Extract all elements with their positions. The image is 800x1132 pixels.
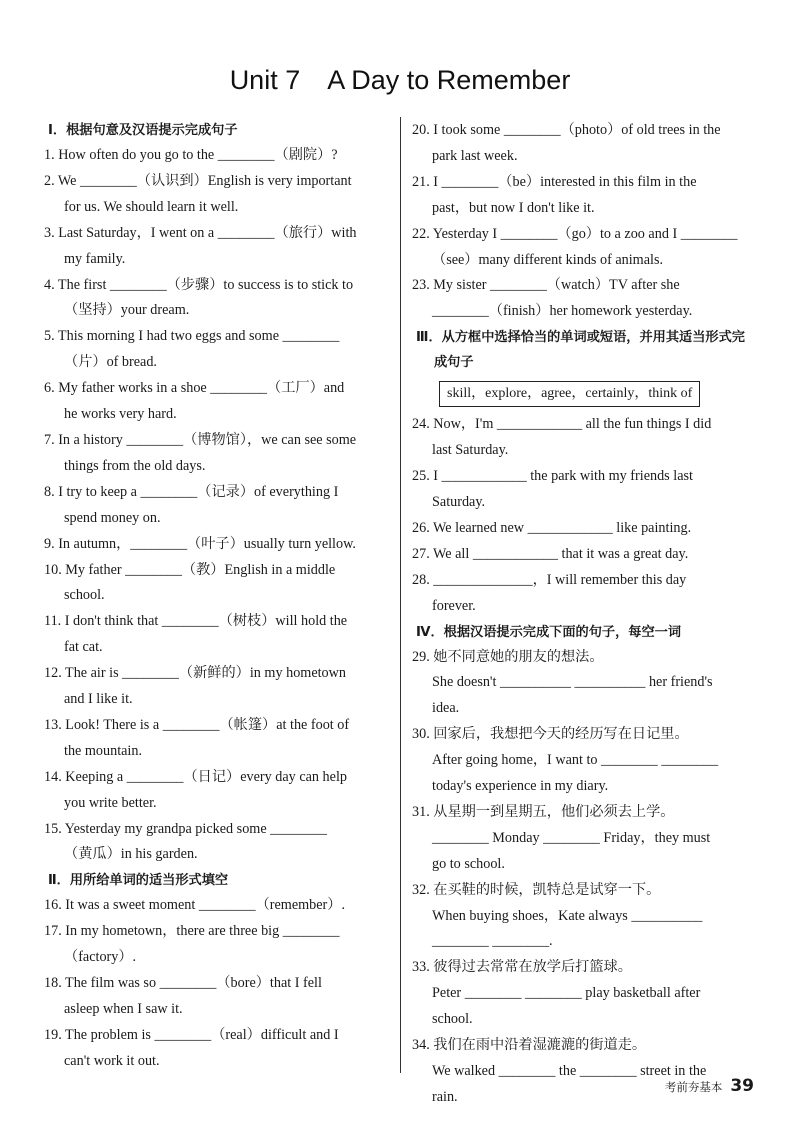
question-text: 30. 回家后，我想把今天的经历写在日记里。 [412,726,689,743]
question-first-line [412,170,758,196]
question-28 [412,568,758,620]
question-text: 8. I try to keep a ________（记录）of everything I [44,483,339,500]
question-31 [412,800,758,878]
question-continuation: fat cat. [64,639,103,656]
question-continuation: Peter ________ ________ play basketball after [432,985,701,1002]
question-20 [412,118,758,170]
question-26 [412,516,758,542]
question-continuation: things from the old days. [64,457,206,474]
question-21 [412,170,758,222]
page-title: Unit 7 A Day to Remember [229,65,571,95]
question-first-line [44,765,396,791]
question-continuation: ________（finish）her homework yesterday. [432,303,693,320]
question-text: 32. 在买鞋的时候，凯特总是试穿一下。 [412,881,661,898]
question-continuation: the mountain. [64,742,143,759]
question-first-line [44,169,396,195]
question-text: 15. Yesterday my grandpa picked some ________ [44,820,327,837]
question-text: 1. How often do you go to the ________（剧院）? [44,147,338,163]
question-text: 9. In autumn，________（叶子）usually turn yellow. [44,535,356,552]
question-24 [412,412,758,464]
question-text: 23. My sister ________（watch）TV after she [412,277,680,294]
question-1 [44,143,396,169]
question-18 [44,971,396,1023]
question-continuation: today's experience in my diary. [432,778,609,795]
question-23 [412,273,758,325]
question-first-line [44,971,396,997]
question-continuation: past，but now I don't like it. [432,199,595,216]
question-text: 10. My father ________（教）English in a middle [44,561,336,578]
section-heading: Ⅲ．从方框中选择恰当的单词或短语，并用其适当形式完成句子 [416,330,745,371]
question-29 [412,645,758,723]
question-continuation: can't work it out. [64,1052,160,1069]
question-text: 22. Yesterday I ________（go）to a zoo and I ________ [412,225,738,242]
question-first-line [412,273,758,299]
question-3 [44,221,396,273]
question-first-line [412,516,758,542]
question-text: 33. 彼得过去常常在放学后打篮球。 [412,959,632,976]
question-first-line [412,878,758,904]
question-6 [44,376,396,428]
question-first-line [44,817,396,843]
question-first-line [44,661,396,687]
question-first-line [44,376,396,402]
question-first-line [44,893,396,919]
question-continuation: and I like it. [64,691,133,708]
question-first-line [412,464,758,490]
question-text: 14. Keeping a ________（日记）every day can help [44,768,347,785]
question-continuation: ________ ________. [432,933,553,950]
question-8 [44,480,396,532]
question-text: 17. In my hometown，there are three big ________ [44,923,340,940]
question-27 [412,542,758,568]
question-first-line [44,480,396,506]
question-first-line [412,118,758,144]
question-continuation: school. [64,587,105,604]
question-15 [44,817,396,869]
left-column [44,118,396,1073]
question-text: 28. ______________，I will remember this day [412,571,687,588]
question-text: 13. Look! There is a ________（帐篷）at the foot of [44,716,350,733]
question-first-line [44,324,396,350]
question-continuation: spend money on. [64,509,161,526]
word-box: skill，explore，agree，certainly，think of [439,381,700,407]
question-first-line [412,955,758,981]
question-12 [44,661,396,713]
question-text: 2. We ________（认识到）English is very important [44,172,352,189]
question-32 [412,878,758,956]
footer-label: 考前夯基本 [664,1080,723,1094]
question-text: 5. This morning I had two eggs and some ________ [44,328,340,345]
question-continuation: （片）of bread. [64,354,157,371]
question-text: 12. The air is ________（新鲜的）in my hometown [44,665,346,682]
question-14 [44,765,396,817]
column-divider [400,117,401,1073]
question-continuation: my family. [64,250,126,267]
question-continuation: he works very hard. [64,406,177,423]
question-4 [44,273,396,325]
question-first-line [412,645,758,671]
question-continuation: you write better. [64,794,157,811]
question-continuation: park last week. [432,147,518,164]
question-text: 3. Last Saturday，I went on a ________（旅行）with [44,224,357,241]
question-33 [412,955,758,1033]
section-heading: Ⅳ．根据汉语提示完成下面的句子，每空一词 [416,624,682,640]
question-text: 19. The problem is ________（real）difficult and I [44,1026,339,1043]
question-first-line [412,722,758,748]
question-continuation: asleep when I saw it. [64,1001,183,1017]
question-continuation: for us. We should learn it well. [64,198,239,215]
question-text: 27. We all ____________ that it was a great day. [412,545,689,562]
question-text: 25. I ____________ the park with my friends last [412,468,693,485]
question-first-line [412,542,758,568]
question-first-line [412,800,758,826]
question-first-line [44,143,396,169]
question-7 [44,428,396,480]
question-continuation: idea. [432,700,460,717]
question-19 [44,1023,396,1075]
question-continuation: ________ Monday ________ Friday，they must [432,829,711,846]
question-continuation: When buying shoes，Kate always __________ [432,907,703,924]
question-continuation: （黄瓜）in his garden. [64,846,198,863]
question-first-line [44,713,396,739]
question-text: 21. I ________（be）interested in this film in the [412,173,697,190]
page-number: 39 [730,1076,754,1096]
question-first-line [44,428,396,454]
question-text: 11. I don't think that ________（树枝）will hold the [44,613,348,630]
question-continuation: （see）many different kinds of animals. [432,251,664,268]
question-17 [44,919,396,971]
question-first-line [44,532,396,558]
question-first-line [44,609,396,635]
question-text: 16. It was a sweet moment ________（remember）. [44,897,346,914]
question-first-line [412,412,758,438]
question-continuation: last Saturday. [432,442,509,459]
question-first-line [44,273,396,299]
question-first-line [412,222,758,248]
question-13 [44,713,396,765]
question-9 [44,532,396,558]
question-continuation: （坚持）your dream. [64,302,190,319]
question-first-line [44,919,396,945]
question-continuation: school. [432,1011,473,1028]
question-25 [412,464,758,516]
question-34 [412,1033,758,1111]
question-first-line [412,568,758,594]
section-heading: Ⅱ．用所给单词的适当形式填空 [48,873,229,889]
question-text: 20. I took some ________（photo）of old trees in the [412,122,721,138]
question-text: 29. 她不同意她的朋友的想法。 [412,648,604,665]
question-16 [44,893,396,919]
question-first-line [44,558,396,584]
page-footer [665,1076,754,1096]
question-22 [412,222,758,274]
question-continuation: （factory）. [64,949,137,966]
question-text: 24. Now，I'm ____________ all the fun things I did [412,416,712,433]
question-continuation: go to school. [432,855,505,872]
question-first-line [44,1023,396,1049]
question-2 [44,169,396,221]
question-continuation: After going home，I want to ________ ________ [432,752,719,769]
question-10 [44,558,396,610]
question-text: 18. The film was so ________（bore）that I fell [44,975,322,992]
question-text: 34. 我们在雨中沿着湿漉漉的街道走。 [412,1037,647,1054]
question-continuation: She doesn't __________ __________ her friend's [432,674,713,691]
question-text: 26. We learned new ____________ like painting. [412,519,692,536]
question-30 [412,722,758,800]
question-continuation: We walked ________ the ________ street in the [432,1063,707,1079]
question-continuation: Saturday. [432,493,486,510]
question-text: 4. The first ________（步骤）to success is to stick to [44,276,354,293]
question-5 [44,324,396,376]
question-text: 7. In a history ________（博物馆），we can see some [44,431,357,448]
section-heading: Ⅰ．根据句意及汉语提示完成句子 [48,123,238,138]
question-continuation: forever. [432,597,476,614]
question-continuation: rain. [432,1088,458,1105]
question-11 [44,609,396,661]
question-first-line [412,1033,758,1059]
question-first-line [44,221,396,247]
question-text: 6. My father works in a shoe ________（工厂）and [44,380,345,397]
question-text: 31. 从星期一到星期五，他们必须去上学。 [412,803,675,820]
